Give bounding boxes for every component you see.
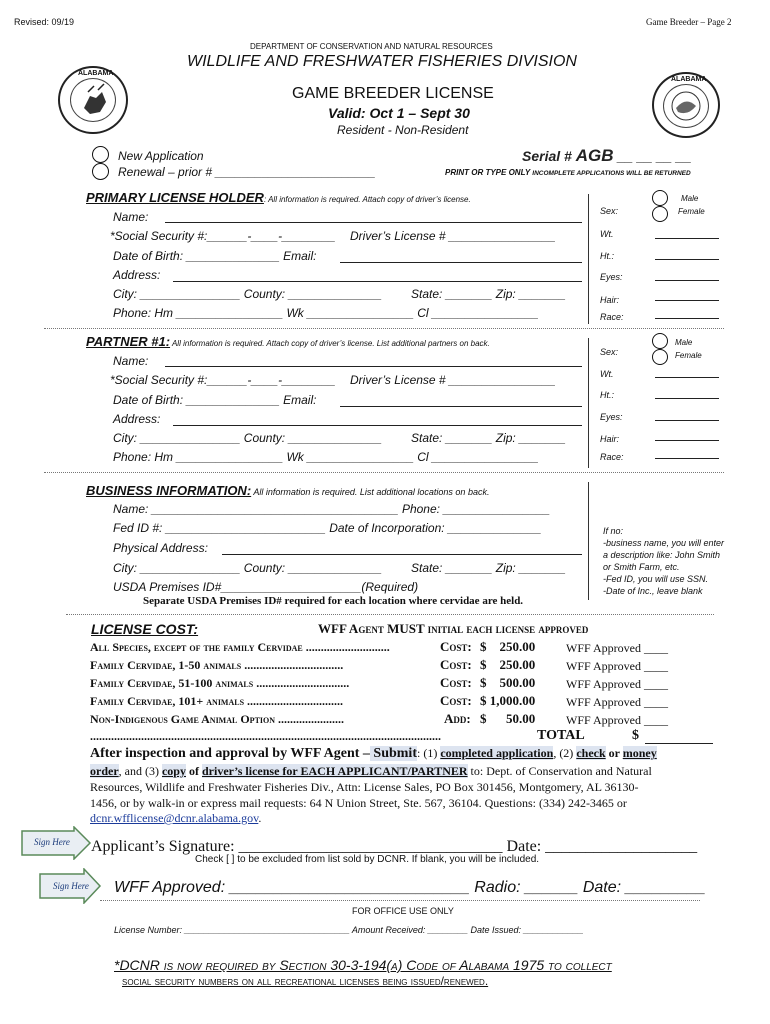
primary-email-field[interactable]: [340, 262, 582, 263]
primary-name-field[interactable]: [165, 222, 582, 223]
department-name: DEPARTMENT OF CONSERVATION AND NATURAL RESOURCES: [250, 42, 493, 51]
wff-approval-field[interactable]: WFF Approved: ___________________________ Radio: ______ Date: _________: [114, 879, 706, 896]
primary-male-radio[interactable]: [652, 190, 668, 206]
wff-approved-initial[interactable]: WFF Approved ____: [566, 659, 668, 673]
partner-eyes-field[interactable]: [655, 420, 719, 421]
renewal-radio[interactable]: [92, 163, 109, 180]
primary-dob-email-label: Date of Birth: ______________ Email:: [113, 249, 317, 263]
sign-here-label: Sign Here: [34, 837, 70, 847]
total-field[interactable]: [645, 743, 713, 744]
ssn-requirement-line-1: *DCNR is now required by Section 30-3-194(a) Code of Alabama 1975 to collect: [114, 957, 612, 973]
primary-name-label: Name:: [113, 210, 149, 224]
primary-race-field[interactable]: [655, 318, 719, 319]
cost-row-amount: $ 50.00: [480, 711, 536, 726]
new-application-radio[interactable]: [92, 146, 109, 163]
business-usda-field[interactable]: USDA Premises ID#_____________________(Required): [113, 580, 419, 594]
partner-hair-label: Hair:: [600, 434, 620, 444]
primary-ssn-field[interactable]: *Social Security #:______-____-________: [110, 229, 336, 243]
residency: Resident - Non-Resident: [337, 123, 469, 137]
section-separator: [66, 614, 714, 615]
primary-address-label: Address:: [113, 268, 161, 282]
business-section-heading: BUSINESS INFORMATION: All information is required. List additional locations on back.: [86, 483, 490, 498]
primary-race-label: Race:: [600, 312, 624, 322]
partner-sex-label: Sex:: [600, 347, 619, 357]
cost-row-kind: Add:: [444, 711, 471, 726]
serial-label: Serial # AGB __ __ __ __: [522, 146, 692, 165]
business-city-county-field[interactable]: City: _______________ County: ______________: [113, 561, 382, 575]
primary-female-radio[interactable]: [652, 206, 668, 222]
new-application-label: New Application: [118, 149, 204, 163]
partner-address-label: Address:: [113, 412, 161, 426]
submission-line-2: order, and (3) copy of driver’s license for EACH APPLICANT/PARTNER to: Dept. of Conservation and Natural: [90, 764, 652, 778]
partner-address-field[interactable]: [173, 425, 582, 426]
section-separator: [100, 900, 700, 901]
primary-address-field[interactable]: [173, 281, 582, 282]
applicant-signature-field[interactable]: Applicant’s Signature: _________________________________ Date: ___________________: [91, 838, 698, 855]
business-physical-field[interactable]: [222, 554, 582, 555]
primary-dl-field[interactable]: Driver’s License # ________________: [350, 229, 556, 243]
cost-row-amount: $ 500.00: [480, 675, 536, 690]
primary-wt-label: Wt.: [600, 229, 614, 239]
partner-ssn-field[interactable]: *Social Security #:______-____-________: [110, 373, 336, 387]
cost-row-kind: Cost:: [440, 675, 472, 690]
partner-eyes-label: Eyes:: [600, 412, 623, 422]
cost-row: Family Cervidae, 101+ animals ................................: [90, 694, 344, 708]
cost-row: Family Cervidae, 51-100 animals ...............................: [90, 676, 350, 690]
primary-city-county-field[interactable]: City: _______________ County: ______________: [113, 287, 382, 301]
partner-email-field[interactable]: [340, 406, 582, 407]
cost-row: Family Cervidae, 1-50 animals .................................: [90, 658, 344, 672]
wff-approved-initial[interactable]: WFF Approved ____: [566, 641, 668, 655]
form-title: GAME BREEDER LICENSE: [292, 85, 494, 102]
primary-hair-label: Hair:: [600, 295, 620, 305]
business-physical-label: Physical Address:: [113, 541, 208, 555]
cost-row-amount: $ 1,000.00: [480, 693, 536, 708]
exclude-list-note[interactable]: Check [ ] to be excluded from list sold by DCNR. If blank, you will be included.: [195, 854, 540, 865]
email-link[interactable]: dcnr.wfflicense@dcnr.alabama.gov: [90, 811, 259, 825]
business-fed-id-field[interactable]: Fed ID #: ________________________ Date of Incorporation: ______________: [113, 521, 542, 535]
primary-phone-field[interactable]: Phone: Hm ________________ Wk ________________ Cl ________________: [113, 306, 539, 320]
cost-row-amount: $ 250.00: [480, 657, 536, 672]
partner-race-field[interactable]: [655, 458, 719, 459]
partner-section-heading: PARTNER #1: All information is required. Attach copy of driver’s license. List additional partners on back.: [86, 334, 490, 349]
primary-wt-field[interactable]: [655, 238, 719, 239]
page-number: Game Breeder – Page 2: [646, 17, 732, 27]
primary-ht-field[interactable]: [655, 259, 719, 260]
total-dollar: $: [632, 728, 639, 743]
partner-state-zip-field[interactable]: State: _______ Zip: _______: [411, 431, 566, 445]
partner-male-radio[interactable]: [652, 333, 668, 349]
partner-male-label: Male: [675, 338, 693, 347]
partner-name-field[interactable]: [165, 366, 582, 367]
partner-name-label: Name:: [113, 354, 149, 368]
business-name-phone-field[interactable]: Name: _____________________________________ Phone: ________________: [113, 502, 551, 516]
partner-wt-label: Wt.: [600, 369, 614, 379]
total-dots: .....................................................................................................................: [90, 729, 441, 743]
cost-row-amount: $ 250.00: [480, 639, 536, 654]
agent-note: WFF Agent MUST initial each license approved: [318, 621, 589, 636]
serial-blank: __ __ __ __: [617, 148, 692, 164]
office-use-fields[interactable]: License Number: _________________________________ Amount Received: ________ Date Issued: ____________: [114, 925, 584, 935]
valid-period: Valid: Oct 1 – Sept 30: [328, 105, 470, 121]
wff-approved-initial[interactable]: WFF Approved ____: [566, 713, 668, 727]
office-use-heading: FOR OFFICE USE ONLY: [352, 906, 454, 916]
submission-instructions: After inspection and approval by WFF Agent – Submit: (1) completed application, (2) check or money: [90, 746, 657, 761]
submission-line-4: 1456, or by walk-in or express mail requests: 64 N Union Street, Ste. 567, 36104. Questions: (334) 242-3465 or: [90, 796, 627, 810]
primary-sex-label: Sex:: [600, 206, 619, 216]
submission-line-5: dcnr.wfflicense@dcnr.alabama.gov.: [90, 811, 262, 825]
partner-wt-field[interactable]: [655, 377, 719, 378]
right-seal-icon: ALABAMA: [652, 72, 720, 138]
business-divider: [588, 482, 589, 600]
wff-approved-initial[interactable]: WFF Approved ____: [566, 677, 668, 691]
section-separator: [44, 328, 724, 329]
business-state-zip-field[interactable]: State: _______ Zip: _______: [411, 561, 566, 575]
total-label: TOTAL: [537, 728, 585, 743]
partner-ht-label: Ht.:: [600, 390, 615, 400]
ssn-requirement-line-2: social security numbers on all recreational licenses being issued/renewed.: [122, 974, 489, 988]
primary-eyes-label: Eyes:: [600, 272, 623, 282]
cost-row-kind: Cost:: [440, 639, 472, 654]
cost-row: Non-Indigenous Game Animal Option ......................: [90, 712, 345, 726]
primary-male-label: Male: [681, 194, 699, 203]
if-no-notes: If no: -business name, you will enter a description like: John Smith or Smith Farm, etc. -Fed ID, you will use SSN. -Date of Inc., leave blank: [603, 526, 725, 596]
partner-female-radio[interactable]: [652, 349, 668, 365]
cost-row-kind: Cost:: [440, 657, 472, 672]
partner-hair-field[interactable]: [655, 440, 719, 441]
left-seal-icon: ALABAMA: [58, 66, 128, 134]
revised-date: Revised: 09/19: [14, 17, 75, 27]
usda-note: Separate USDA Premises ID# required for each location where cervidae are held.: [143, 595, 524, 607]
partner-dob-email-label: Date of Birth: ______________ Email:: [113, 393, 317, 407]
partner-divider: [588, 338, 589, 468]
partner-dl-field[interactable]: Driver’s License # ________________: [350, 373, 556, 387]
primary-state-zip-field[interactable]: State: _______ Zip: _______: [411, 287, 566, 301]
serial-prefix: AGB: [575, 146, 614, 165]
primary-hair-field[interactable]: [655, 300, 719, 301]
print-note: PRINT OR TYPE ONLY INCOMPLETE APPLICATIONS WILL BE RETURNED: [445, 168, 691, 177]
partner-female-label: Female: [675, 351, 702, 360]
cost-row-kind: Cost:: [440, 693, 472, 708]
license-cost-heading: LICENSE COST:: [91, 621, 199, 637]
primary-eyes-field[interactable]: [655, 280, 719, 281]
renewal-label: Renewal – prior # ________________________: [118, 165, 376, 179]
primary-ht-label: Ht.:: [600, 251, 615, 261]
partner-race-label: Race:: [600, 452, 624, 462]
primary-divider: [588, 194, 589, 324]
section-separator: [44, 472, 724, 473]
division-name: WILDLIFE AND FRESHWATER FISHERIES DIVISION: [187, 53, 577, 70]
partner-city-county-field[interactable]: City: _______________ County: ______________: [113, 431, 382, 445]
primary-section-heading: PRIMARY LICENSE HOLDER: All information is required. Attach copy of driver’s license.: [86, 190, 471, 205]
partner-ht-field[interactable]: [655, 398, 719, 399]
submission-line-3: Resources, Wildlife and Freshwater Fisheries Div., Attn: License Sales, PO Box 301456, Montgomery, AL 36130-: [90, 780, 639, 794]
wff-approved-initial[interactable]: WFF Approved ____: [566, 695, 668, 709]
partner-phone-field[interactable]: Phone: Hm ________________ Wk ________________ Cl ________________: [113, 450, 539, 464]
sign-here-label: Sign Here: [53, 881, 89, 891]
cost-row: All Species, except of the family Cervidae ............................: [90, 640, 390, 654]
primary-female-label: Female: [678, 207, 705, 216]
